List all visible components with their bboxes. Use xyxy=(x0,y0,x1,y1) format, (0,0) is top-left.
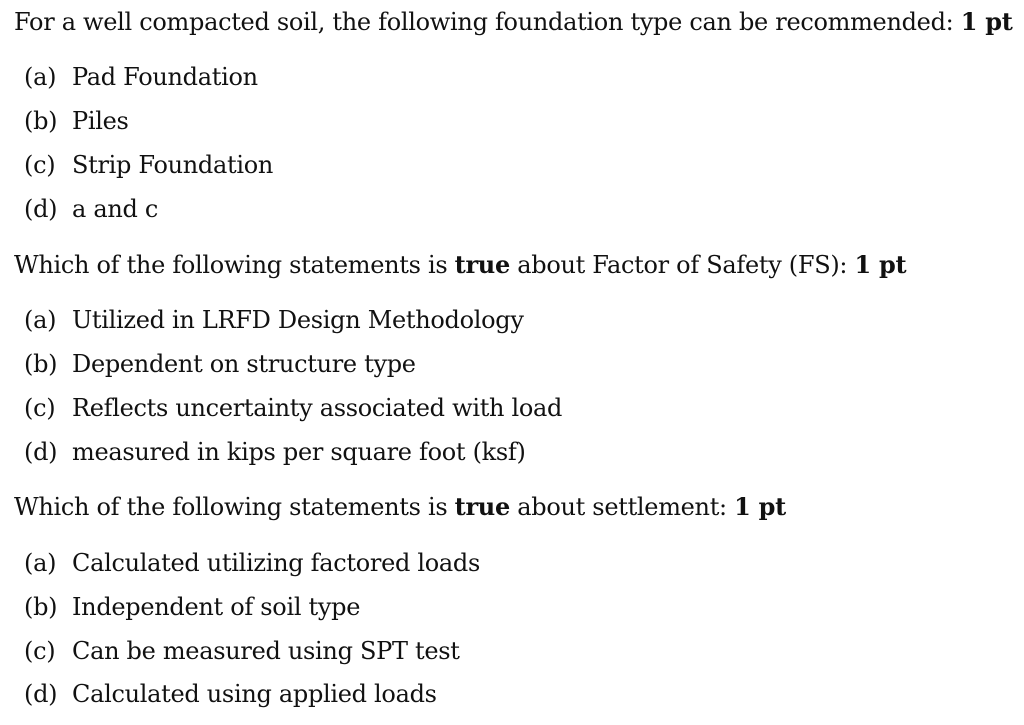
question-2-option-c xyxy=(24,393,562,423)
option-text: Piles xyxy=(72,107,129,135)
option-letter: (d) xyxy=(24,195,58,223)
option-text: Strip Foundation xyxy=(72,151,274,179)
option-letter: (c) xyxy=(24,394,56,422)
option-letter: (a) xyxy=(24,306,57,334)
question-2-option-b xyxy=(24,349,416,379)
question-2-points: 1 pt xyxy=(854,250,907,279)
option-letter: (a) xyxy=(24,63,57,91)
option-text: Dependent on structure type xyxy=(72,350,416,378)
option-text: Calculated using applied loads xyxy=(72,680,437,708)
option-text: a and c xyxy=(72,195,159,223)
question-3-option-b xyxy=(24,592,360,622)
option-text: Calculated utilizing factored loads xyxy=(72,549,480,577)
option-text: Can be measured using SPT test xyxy=(72,637,460,665)
question-2-text-after: about Factor of Safety (FS): xyxy=(509,251,855,279)
option-letter: (a) xyxy=(24,549,57,577)
option-text: Independent of soil type xyxy=(72,593,361,621)
question-3-option-a xyxy=(24,548,480,578)
question-1-points: 1 pt xyxy=(960,7,1013,36)
question-3-points: 1 pt xyxy=(734,492,786,521)
question-2-option-a xyxy=(24,305,524,335)
question-1-option-d xyxy=(24,194,158,224)
question-1-option-b xyxy=(24,106,129,136)
option-letter: (c) xyxy=(24,151,56,179)
question-3-option-d xyxy=(24,679,437,709)
option-letter: (b) xyxy=(24,107,58,135)
option-letter: (d) xyxy=(24,680,58,708)
option-text: measured in kips per square foot (ksf) xyxy=(72,438,526,466)
option-text: Utilized in LRFD Design Methodology xyxy=(72,306,524,334)
question-3-text-before: Which of the following statements is xyxy=(14,493,455,521)
question-1-prompt xyxy=(14,7,1013,37)
question-3-emphasis: true xyxy=(454,492,510,521)
question-1-text: For a well compacted soil, the following foundation type can be recommended: xyxy=(14,8,961,36)
option-letter: (c) xyxy=(24,637,56,665)
option-text: Reflects uncertainty associated with load xyxy=(72,394,563,422)
question-2-option-d xyxy=(24,437,526,467)
question-2-text-before: Which of the following statements is xyxy=(14,251,455,279)
question-3-text-after: about settlement: xyxy=(509,493,735,521)
question-2-prompt xyxy=(14,250,906,280)
question-2-emphasis: true xyxy=(454,250,510,279)
option-letter: (b) xyxy=(24,593,58,621)
question-1-option-a xyxy=(24,62,258,92)
question-3-prompt xyxy=(14,492,786,522)
question-1-option-c xyxy=(24,150,273,180)
option-letter: (b) xyxy=(24,350,58,378)
question-3-option-c xyxy=(24,636,460,666)
option-text: Pad Foundation xyxy=(72,63,258,91)
option-letter: (d) xyxy=(24,438,58,466)
